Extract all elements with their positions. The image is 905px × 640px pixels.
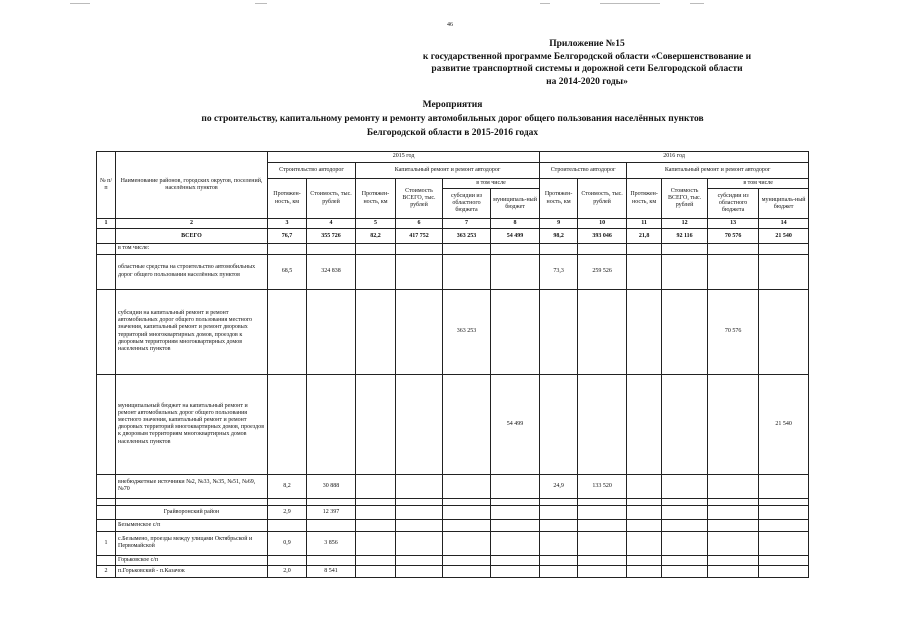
column-number: 7 — [443, 219, 491, 229]
row-label: внебюджетные источники №2, №33, №35, №51, №69, №70 — [116, 474, 268, 498]
header-incl: в том числе — [443, 179, 540, 189]
cell-value — [491, 254, 540, 289]
cell-value: 363 253 — [443, 289, 491, 374]
cell-value: 12 397 — [307, 505, 356, 519]
header-construction-2015: Строительство автодорог — [268, 163, 356, 179]
total-value: 82,2 — [356, 229, 396, 244]
cell-value — [627, 374, 662, 474]
table-row — [97, 474, 809, 498]
column-number: 1 — [97, 219, 116, 229]
cell-value: 0,9 — [268, 531, 307, 555]
cell-value — [491, 289, 540, 374]
header-capital-2016: Капитальный ремонт и ремонт автодорог — [627, 163, 809, 179]
document-subtitle: по строительству, капитальному ремонту и ремонту автомобильных дорог общего пользования населённых пунктов — [201, 114, 704, 124]
cell-value — [708, 254, 759, 289]
column-number: 11 — [627, 219, 662, 229]
cell-value: 21 540 — [759, 374, 809, 474]
header-length: Протяжен-ность, км — [356, 179, 396, 219]
works-table — [96, 151, 809, 578]
header-name: Наименование районов, городских округов, поселений, населённых пунктов — [116, 152, 268, 219]
cell-value: 30 888 — [307, 474, 356, 498]
cell-value — [662, 374, 708, 474]
cell-value — [708, 374, 759, 474]
cell-value — [443, 254, 491, 289]
cell-value: 133 520 — [578, 474, 627, 498]
cell-value — [443, 474, 491, 498]
cell-value: 2,0 — [268, 565, 307, 577]
total-value: 417 752 — [396, 229, 443, 244]
cell-value — [356, 474, 396, 498]
cell-value — [396, 474, 443, 498]
column-number: 6 — [396, 219, 443, 229]
cell-value — [627, 474, 662, 498]
header-length: Протяжен-ность, км — [627, 179, 662, 219]
cell-value — [396, 374, 443, 474]
appendix-line: к государственной программе Белгородской области «Совершенствование и — [422, 51, 752, 62]
total-value: 21,8 — [627, 229, 662, 244]
cell-value: 54 499 — [491, 374, 540, 474]
header-subsidy: субсидии из областного бюджета — [708, 189, 759, 219]
settlement-row — [97, 555, 809, 565]
row-num: 1 — [97, 531, 116, 555]
row-label: п.Горьковский - п.Казачок — [116, 565, 268, 577]
total-value: 76,7 — [268, 229, 307, 244]
cell-value — [627, 289, 662, 374]
scan-artifact — [70, 3, 90, 4]
total-row — [97, 229, 809, 244]
cell-value — [627, 254, 662, 289]
document-title: Мероприятия — [422, 100, 483, 110]
cell-value — [759, 289, 809, 374]
header-municipal: муниципаль-ный бюджет — [759, 189, 809, 219]
settlement-row — [97, 519, 809, 531]
scan-artifact — [540, 3, 550, 4]
cell-value — [307, 374, 356, 474]
cell-value: 2,9 — [268, 505, 307, 519]
header-municipal: муниципаль-ный бюджет — [491, 189, 540, 219]
appendix-line: Приложение №15 — [549, 39, 625, 49]
total-value: 355 726 — [307, 229, 356, 244]
cell-value — [491, 474, 540, 498]
header-cost-total: Стоимость ВСЕГО, тыс. рублей — [396, 179, 443, 219]
cell-value — [578, 374, 627, 474]
header-cost: Стоимость, тыс. рублей — [578, 179, 627, 219]
column-number: 4 — [307, 219, 356, 229]
header-length: Протяжен-ность, км — [268, 179, 307, 219]
table-row — [97, 565, 809, 577]
incl-row — [97, 244, 809, 254]
appendix-line: развитие транспортной системы и дорожной сети Белгородской области — [431, 64, 743, 74]
table-row — [97, 374, 809, 474]
header-construction-2016: Строительство автодорог — [540, 163, 627, 179]
scan-artifact — [255, 3, 267, 4]
column-number: 9 — [540, 219, 578, 229]
row-label: субсидии на капитальный ремонт и ремонт автомобильных дорог общего пользования местного значения, капитальный ремонт и ремонт дворовых территорий многоквартирных домов, проездов к дворовым территориям многоквартирных домов населенных пунктов — [116, 289, 268, 374]
cell-value — [759, 254, 809, 289]
document-subtitle: Белгородской области в 2015-2016 годах — [366, 128, 539, 138]
header-cost-total: Стоимость ВСЕГО, тыс. рублей — [662, 179, 708, 219]
total-value: 363 253 — [443, 229, 491, 244]
cell-value: 8 541 — [307, 565, 356, 577]
settlement-label: Безыменское с/п — [116, 519, 268, 531]
cell-value — [662, 254, 708, 289]
cell-value: 324 838 — [307, 254, 356, 289]
column-number: 13 — [708, 219, 759, 229]
cell-value: 8,2 — [268, 474, 307, 498]
row-label: с.Безымено, проезды между улицами Октябрьской и Первомайской — [116, 531, 268, 555]
total-value: 92 116 — [662, 229, 708, 244]
table-row — [97, 531, 809, 555]
column-number: 10 — [578, 219, 627, 229]
scan-artifact — [690, 3, 704, 4]
table-row — [97, 289, 809, 374]
row-num: 2 — [97, 565, 116, 577]
cell-value — [356, 289, 396, 374]
cell-value — [356, 374, 396, 474]
cell-value — [540, 374, 578, 474]
district-row — [97, 505, 809, 519]
appendix-header — [387, 38, 787, 88]
cell-value — [396, 289, 443, 374]
header-capital-2015: Капитальный ремонт и ремонт автодорог — [356, 163, 540, 179]
cell-value: 70 576 — [708, 289, 759, 374]
cell-value — [396, 254, 443, 289]
cell-value — [759, 474, 809, 498]
total-value: 70 576 — [708, 229, 759, 244]
district-label: Грайворонский район — [116, 505, 268, 519]
row-label: областные средства на строительство автомобильных дорог общего пользования населённых пунктов — [116, 254, 268, 289]
appendix-line: на 2014-2020 годы» — [546, 76, 628, 87]
total-value: 21 540 — [759, 229, 809, 244]
column-number: 3 — [268, 219, 307, 229]
cell-value: 3 856 — [307, 531, 356, 555]
spacer-row — [97, 498, 809, 505]
total-value: 54 499 — [491, 229, 540, 244]
total-num — [97, 229, 116, 244]
incl-label: в том числе: — [116, 244, 268, 254]
cell-value: 24,9 — [540, 474, 578, 498]
cell-value — [662, 474, 708, 498]
settlement-label: Горьковское с/п — [116, 555, 268, 565]
column-number: 12 — [662, 219, 708, 229]
cell-value — [268, 374, 307, 474]
cell-value: 68,5 — [268, 254, 307, 289]
header-length: Протяжен-ность, км — [540, 179, 578, 219]
header-num: № п/п — [97, 152, 116, 219]
cell-value: 259 526 — [578, 254, 627, 289]
cell-value: 73,3 — [540, 254, 578, 289]
header-year-2016: 2016 год — [540, 152, 809, 163]
page-number: 46 — [447, 22, 453, 28]
cell-value — [540, 289, 578, 374]
cell-value — [307, 289, 356, 374]
header-cost: Стоимость, тыс. рублей — [307, 179, 356, 219]
total-label: ВСЕГО — [116, 229, 268, 244]
cell-value — [443, 374, 491, 474]
table-row — [97, 254, 809, 289]
cell-value — [662, 289, 708, 374]
row-label: муниципальный бюджет на капитальный ремонт и ремонт автомобильных дорог общего пользования местного значения, капитальный ремонт и ремонт дворовых территорий многоквартирных домов, проездов к дворовым территориям многоквартирных домов населенных пунктов — [116, 374, 268, 474]
header-subsidy: субсидии из областного бюджета — [443, 189, 491, 219]
total-value: 98,2 — [540, 229, 578, 244]
column-number: 14 — [759, 219, 809, 229]
column-number: 8 — [491, 219, 540, 229]
cell-value — [578, 289, 627, 374]
column-number: 2 — [116, 219, 268, 229]
header-incl: в том числе — [708, 179, 809, 189]
total-value: 393 046 — [578, 229, 627, 244]
scan-artifact — [600, 3, 660, 4]
column-number: 5 — [356, 219, 396, 229]
cell-value — [708, 474, 759, 498]
cell-value — [356, 254, 396, 289]
cell-value — [268, 289, 307, 374]
header-year-2015: 2015 год — [268, 152, 540, 163]
